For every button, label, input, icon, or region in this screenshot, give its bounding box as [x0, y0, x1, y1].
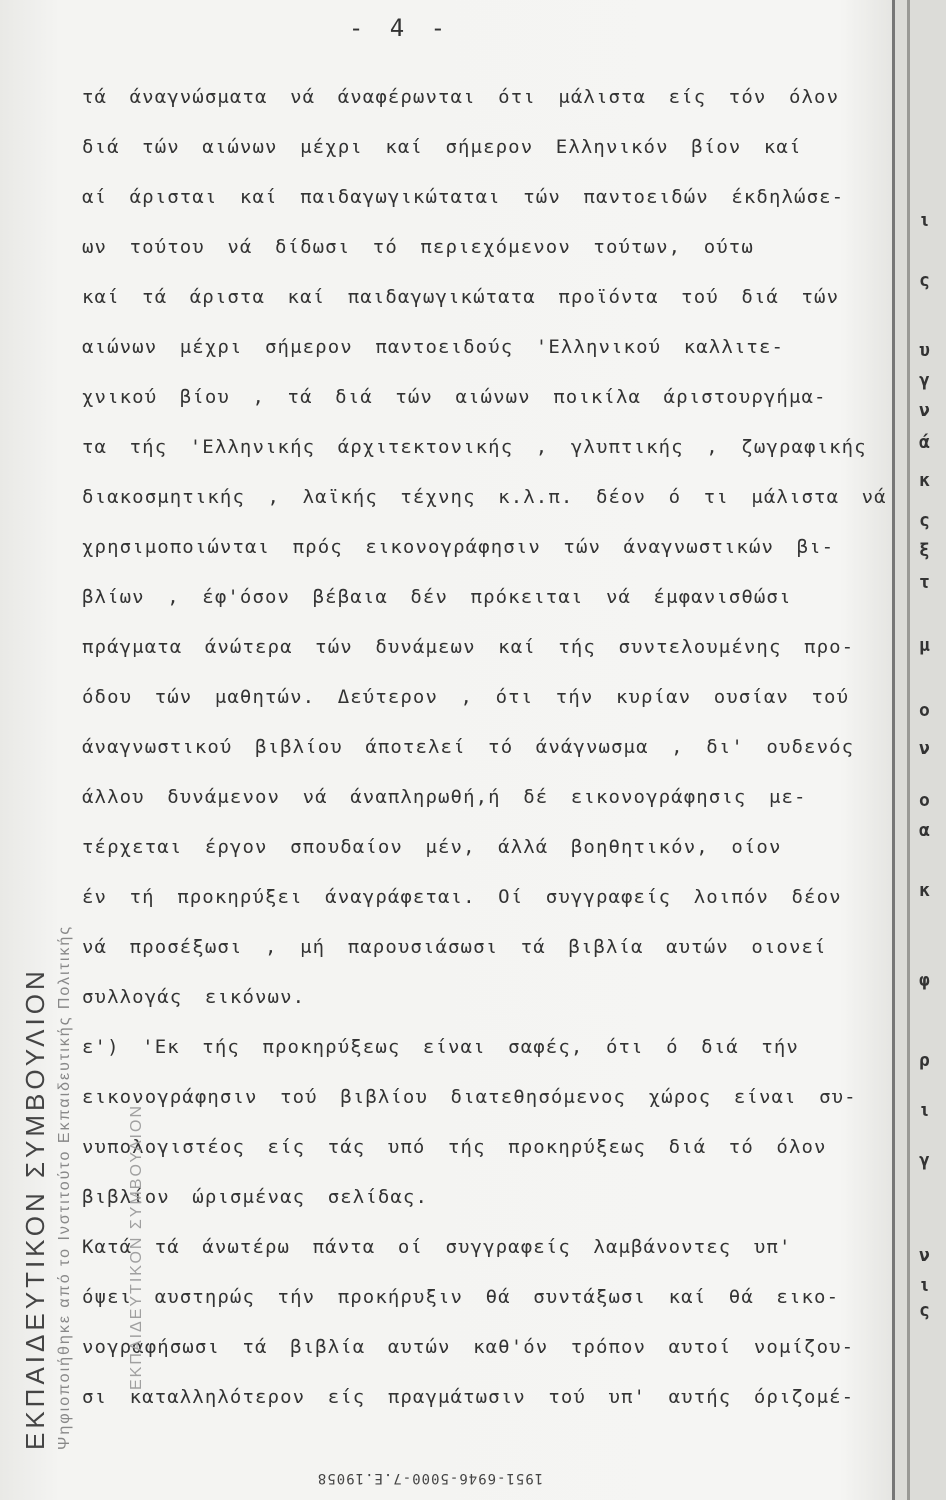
- text-line: αί άρισται καί παιδαγωγικώταται τών παντοειδών έκδηλώσε-: [82, 186, 845, 208]
- text-line: συλλογάς εικόνων.: [82, 986, 306, 1008]
- edge-char: μ: [919, 635, 930, 656]
- edge-char: γ: [919, 370, 930, 391]
- edge-char: ν: [919, 738, 930, 759]
- text-line: εικονογράφησιν τού βιβλίου διατεθησόμενος χώρος είναι συ-: [82, 1086, 857, 1108]
- text-line: ε') 'Εκ τής προκηρύξεως είναι σαφές, ότι ό διά τήν: [82, 1036, 799, 1058]
- edge-char: ν: [919, 1245, 930, 1266]
- text-line: χρησιμοποιώνται πρός εικονογράφησιν τών άναγνωστικών βι-: [82, 536, 835, 558]
- text-line: τα τής 'Ελληνικής άρχιτεκτονικής , γλυπτικής , ζωγραφικής: [82, 436, 867, 458]
- text-line: άναγνωστικού βιβλίου άποτελεί τό άνάγνωσμα , δι' ουδενός: [82, 736, 855, 758]
- edge-char: ν: [919, 400, 930, 421]
- edge-char: ά: [919, 432, 930, 453]
- text-line: αιώνων μέχρι σήμερον παντοειδούς 'Ελληνικού καλλιτε-: [82, 336, 785, 358]
- edge-char: γ: [919, 1150, 930, 1171]
- text-line: νυπολογιστέος είς τάς υπό τής προκηρύξεως διά τό όλον: [82, 1136, 827, 1158]
- text-line: νά προσέξωσι , μή παρουσιάσωσι τά βιβλία αυτών οιονεί: [82, 936, 827, 958]
- edge-char: φ: [919, 970, 930, 991]
- text-line: βλίων , έφ'όσον βέβαια δέν πρόκειται νά έμφανισθώσι: [82, 586, 792, 608]
- edge-char: ι: [919, 1275, 930, 1296]
- document-body: [82, 72, 887, 1422]
- text-line: πράγματα άνώτερα τών δυνάμεων καί τής συντελουμένης προ-: [82, 636, 855, 658]
- adjacent-page-edge: [892, 0, 946, 1500]
- edge-char: ο: [919, 790, 930, 811]
- page-number: - 4 -: [348, 14, 452, 42]
- text-line: Κατά τά άνωτέρω πάντα οί συγγραφείς λαμβάνοντες υπ': [82, 1236, 792, 1258]
- text-line: διακοσμητικής , λαϊκής τέχνης κ.λ.π. δέον ό τι μάλιστα νά: [82, 486, 887, 508]
- page-edge-rule: [907, 0, 910, 1500]
- edge-char: τ: [919, 572, 930, 593]
- left-margin-text: ΕΚΠΑΙΔΕΥΤΙΚΟΝ ΣΥΜΒΟΥΛΙΟΝ: [20, 967, 50, 1450]
- inner-stamp: ΕΚΠΑΙΔΕΥΤΙΚΟΝ ΣΥΜΒΟΥΛΙΟΝ: [128, 1104, 145, 1390]
- edge-char: κ: [919, 470, 930, 491]
- text-line: χνικού βίου , τά διά τών αιώνων ποικίλα άριστουργήμα-: [82, 386, 827, 408]
- edge-char: ο: [919, 700, 930, 721]
- edge-char: ξ: [919, 540, 930, 561]
- text-line: όδου τών μαθητών. Δεύτερον , ότι τήν κυρίαν ουσίαν τού: [82, 686, 850, 708]
- edge-char: ι: [919, 1100, 930, 1121]
- text-line: άλλου δυνάμενον νά άναπληρωθή,ή δέ εικονογράφησις με-: [82, 786, 807, 808]
- edge-char: ς: [919, 1300, 930, 1321]
- edge-char: α: [919, 820, 930, 841]
- edge-char: ρ: [919, 1050, 930, 1071]
- text-line: βιβλίον ώρισμένας σελίδας.: [82, 1186, 429, 1208]
- footer-print-code: 1951-6946-5000-7.Ε.19058: [316, 1470, 544, 1486]
- text-line: τέρχεται έργον σπουδαίον μέν, άλλά βοηθητικόν, οίον: [82, 836, 782, 858]
- text-line: ων τούτου νά δίδωσι τό περιεχόμενον τούτων, ούτω: [82, 236, 754, 258]
- edge-char: κ: [919, 880, 930, 901]
- edge-char: ς: [919, 510, 930, 531]
- text-line: διά τών αιώνων μέχρι καί σήμερον Ελληνικόν βίον καί: [82, 136, 802, 158]
- text-line: καί τά άριστα καί παιδαγωγικώτατα προϊόντα τού διά τών: [82, 286, 840, 308]
- edge-char: ι: [919, 210, 930, 231]
- text-line: έν τή προκηρύξει άναγράφεται. Οί συγγραφείς λοιπόν δέον: [82, 886, 842, 908]
- left-margin-stamp: [0, 300, 73, 1450]
- text-line: νογραφήσωσι τά βιβλία αυτών καθ'όν τρόπον αυτοί νομίζου-: [82, 1336, 855, 1358]
- edge-char: υ: [919, 340, 930, 361]
- left-margin-subtext: Ψηφιοποιήθηκε από το Ινστιτούτο Εκπαιδευτικής Πολιτικής: [56, 924, 73, 1450]
- edge-char: ς: [919, 270, 930, 291]
- text-line: τά άναγνώσματα νά άναφέρωνται ότι μάλιστα είς τόν όλον: [82, 86, 840, 108]
- text-line: σι καταλληλότερον είς πραγμάτωσιν τού υπ' αυτής όριζομέ-: [82, 1386, 855, 1408]
- text-line: όψει αυστηρώς τήν προκήρυξιν θά συντάξωσι καί θά εικο-: [82, 1286, 840, 1308]
